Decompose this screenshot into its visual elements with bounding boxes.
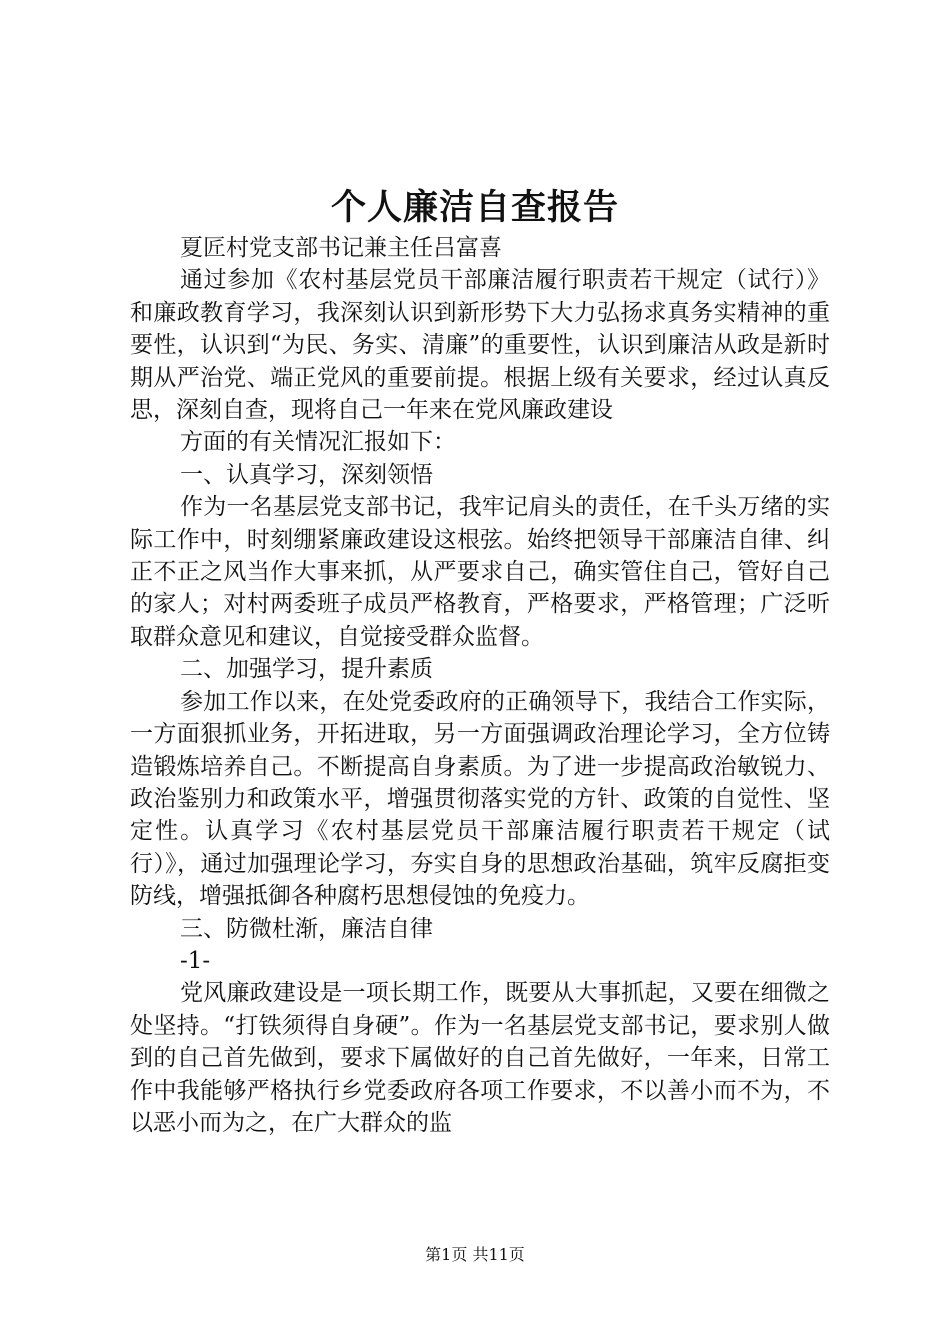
author-line: 夏匠村党支部书记兼主任吕富喜: [180, 235, 502, 261]
section-1-paragraph: 作为一名基层党支部书记，我牢记肩头的责任，在千头万绪的实际工作中，时刻绷紧廉政建设这根弦。始终把领导干部廉洁自律、纠正不正之风当作大事来抓，从严要求自己，确实管住自己，管好自己的家人；对村两委班子成员严格教育，严格要求，严格管理；广泛听取群众意见和建议，自觉接受群众监督。: [130, 494, 830, 650]
section-heading-3: 三、防微杜渐，廉洁自律: [180, 915, 433, 942]
section-heading-2: 二、加强学习，提升素质: [180, 656, 433, 683]
intro-paragraph: 通过参加《农村基层党员干部廉洁履行职责若干规定（试行）》和廉政教育学习，我深刻认识到新形势下大力弘扬求真务实精神的重要性，认识到“为民、务实、清廉”的重要性，认识到廉洁从政是新时期从严治党、端正党风的重要前提。根据上级有关要求，经过认真反思，深刻自查，现将自己一年来在党风廉政建设: [130, 267, 830, 424]
document-title: 个人廉洁自查报告: [330, 187, 619, 228]
document-body: [130, 232, 830, 1139]
section-3-paragraph: 党风廉政建设是一项长期工作，既要从大事抓起，又要在细微之处坚持。“打铁须得自身硬”。作为一名基层党支部书记，要求别人做到的自己首先做到，要求下属做好的自己首先做好，一年来，日常工作中我能够严格执行乡党委政府各项工作要求，不以善小而不为，不以恶小而为之，在广大群众的监: [130, 980, 830, 1136]
inline-page-mark: -1-: [180, 947, 211, 974]
section-heading-1: 一、认真学习，深刻领悟: [180, 461, 433, 488]
intro-continuation: 方面的有关情况汇报如下：: [180, 429, 456, 456]
page-footer: 第1页 共11页: [425, 1245, 525, 1264]
section-2-paragraph: 参加工作以来，在处党委政府的正确领导下，我结合工作实际，一方面狠抓业务，开拓进取，另一方面强调政治理论学习，全方位铸造锻炼培养自己。不断提高自身素质。为了进一步提高政治敏锐力、政治鉴别力和政策水平，增强贯彻落实党的方针、政策的自觉性、坚定性。认真学习《农村基层党员干部廉洁履行职责若干规定（试行）》，通过加强理论学习，夯实自身的思想政治基础，筑牢反腐拒变防线，增强抵御各种腐朽思想侵蚀的免疫力。: [130, 688, 830, 910]
